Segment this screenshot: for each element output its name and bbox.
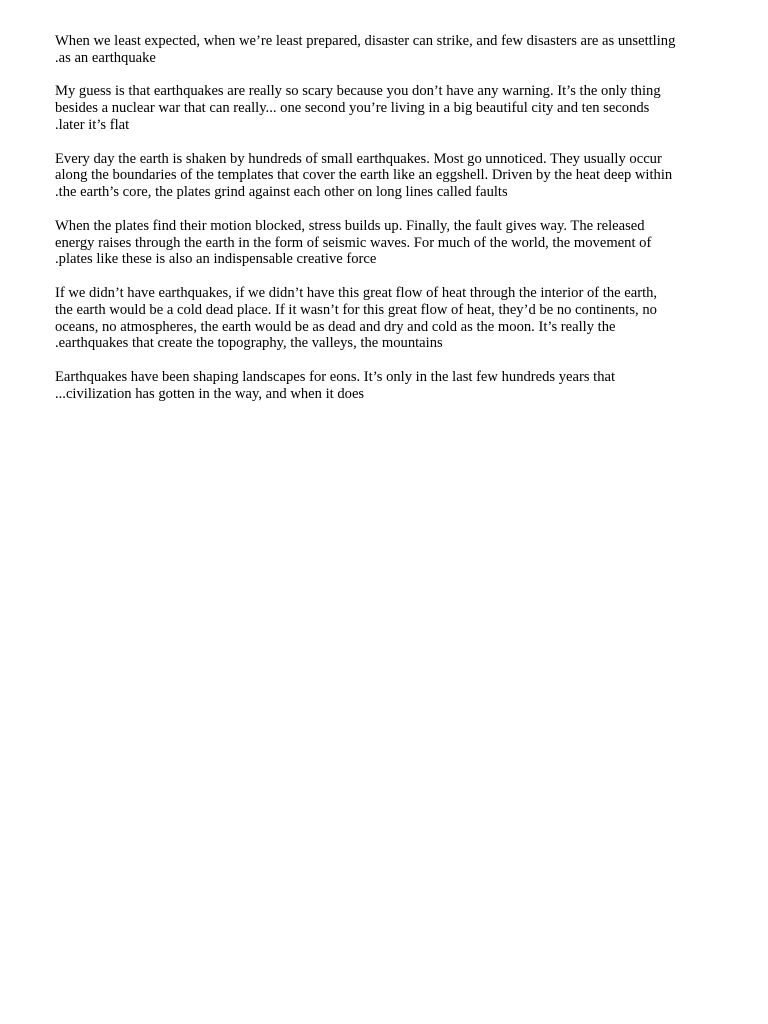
- paragraph-5: [55, 285, 725, 352]
- text-line: Earthquakes have been shaping landscapes for eons. It’s only in the last few hundreds years that: [55, 368, 616, 385]
- text-line: .plates like these is also an indispensable creative force: [55, 251, 377, 268]
- text-line: the earth would be a cold dead place. If it wasn’t for this great flow of heat, they’d be no continents, no: [55, 301, 657, 318]
- text-line: When the plates find their motion blocked, stress builds up. Finally, the fault gives way. The released: [55, 217, 645, 234]
- paragraph-6: [55, 369, 725, 403]
- document-page: [55, 33, 725, 419]
- text-line: When we least expected, when we’re least prepared, disaster can strike, and few disasters are as unsettling: [55, 33, 676, 49]
- text-line: besides a nuclear war that can really... one second you’re living in a big beautiful city and ten seconds: [55, 100, 650, 117]
- paragraph-3: [55, 151, 725, 201]
- text-line: .as an earthquake: [55, 49, 156, 66]
- paragraph-2: [55, 83, 725, 133]
- text-line: .earthquakes that create the topography, the valleys, the mountains: [55, 335, 443, 352]
- text-line: .the earth’s core, the plates grind against each other on long lines called faults: [55, 184, 508, 201]
- text-line: oceans, no atmospheres, the earth would be as dead and dry and cold as the moon. It’s really the: [55, 318, 616, 335]
- text-line: energy raises through the earth in the form of seismic waves. For much of the world, the movement of: [55, 234, 652, 251]
- text-line: ...civilization has gotten in the way, and when it does: [55, 385, 365, 402]
- text-line: If we didn’t have earthquakes, if we didn’t have this great flow of heat through the interior of the earth,: [55, 284, 658, 301]
- text-line: My guess is that earthquakes are really so scary because you don’t have any warning. It’s the only thing: [55, 83, 661, 100]
- text-line: Every day the earth is shaken by hundreds of small earthquakes. Most go unnoticed. They usually occur: [55, 150, 662, 167]
- paragraph-1: [55, 33, 725, 67]
- text-line: along the boundaries of the templates that cover the earth like an eggshell. Driven by the heat deep within: [55, 167, 673, 184]
- text-line: .later it’s flat: [55, 116, 130, 133]
- paragraph-4: [55, 218, 725, 268]
